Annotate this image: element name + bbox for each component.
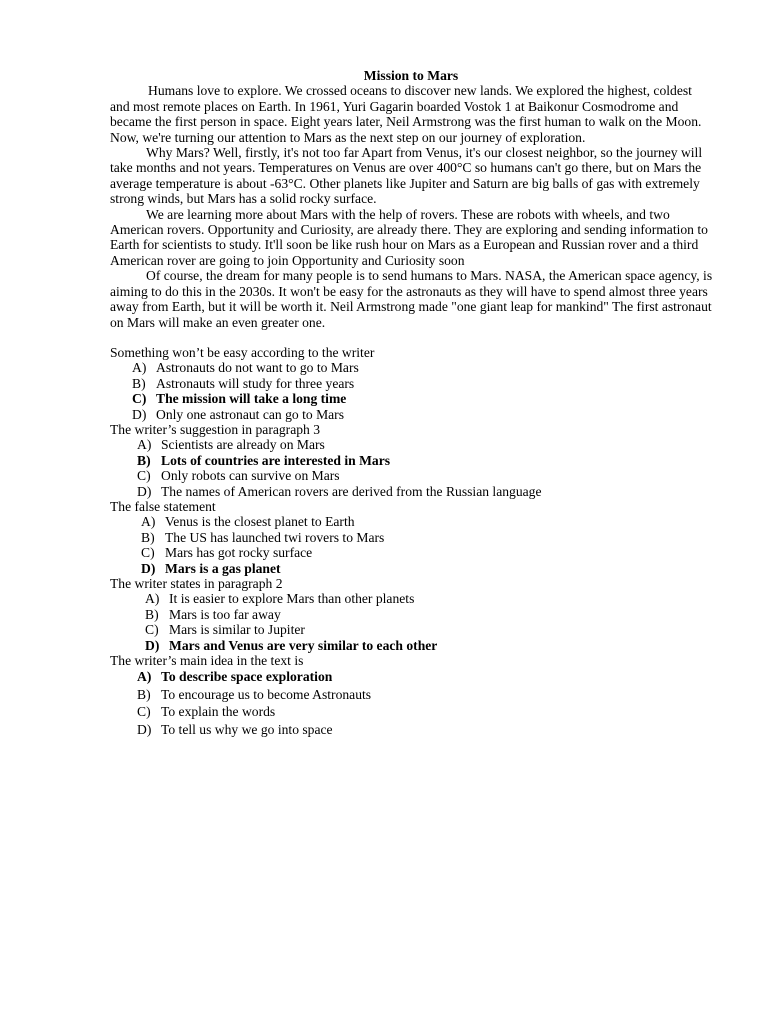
option-a[interactable] [110,591,728,606]
option-d-answer[interactable] [110,638,728,653]
option-text: To describe space exploration [161,669,333,685]
option-letter: D) [132,406,147,422]
option-c[interactable] [110,468,728,483]
option-text: The US has launched twi rovers to Mars [165,529,385,545]
option-text: Mars has got rocky surface [165,545,313,561]
question-prompt: Something won’t be easy according to the writer [110,344,375,360]
option-d[interactable] [110,407,728,422]
option-text: Mars and Venus are very similar to each other [169,637,438,653]
option-letter: B) [137,452,151,468]
option-letter: D) [137,721,152,737]
option-a[interactable] [110,514,728,529]
option-text: To encourage us to become Astronauts [161,686,372,702]
option-text: It is easier to explore Mars than other planets [169,591,415,607]
option-letter: D) [141,560,156,576]
option-d[interactable] [110,484,728,499]
option-text: Venus is the closest planet to Earth [165,514,355,530]
option-text: Scientists are already on Mars [161,437,325,453]
option-list [110,437,728,499]
document-title: Mission to Mars [363,68,459,83]
option-letter: C) [145,622,159,638]
option-c[interactable] [110,545,728,560]
option-text: Only one astronaut can go to Mars [156,406,345,422]
option-text: Mars is a gas planet [165,560,281,576]
option-text: To tell us why we go into space [161,721,333,737]
option-d-answer[interactable] [110,561,728,576]
option-letter: C) [141,545,155,561]
option-list [110,360,728,422]
option-text: Mars is too far away [169,606,281,622]
option-a-answer[interactable] [110,668,728,685]
option-letter: B) [145,606,159,622]
option-letter: C) [137,704,151,720]
question-prompt: The writer states in paragraph 2 [110,576,283,591]
option-c[interactable] [110,703,728,720]
option-b[interactable] [110,607,728,622]
option-text: Astronauts do not want to go to Mars [156,360,359,376]
option-letter: B) [137,686,151,702]
paragraph-3: We are learning more about Mars with the help of rovers. These are robots with wheels, and two American rovers. Opportunity and Curiosity, are already there. They are exploring and sending information to Earth for scientists to study. It'll soon be like rush hour on Mars as a European and Russian rover and a third American rover are going to join Opportunity and Curiosity soon [110,206,708,268]
question-5 [110,653,728,738]
option-list [110,514,728,576]
question-1 [110,345,728,422]
option-b[interactable] [110,686,728,703]
option-list [110,591,728,653]
option-text: The mission will take a long time [156,391,347,407]
question-3 [110,499,728,576]
option-text: Mars is similar to Jupiter [169,622,305,638]
option-letter: D) [137,483,152,499]
paragraph-4: Of course, the dream for many people is to send humans to Mars. NASA, the American space agency, is aiming to do this in the 2030s. It won't be easy for the astronauts as they will have to spend almost three years away from Earth, but it will be worth it. Neil Armstrong made "one giant leap for mankind" The first astronaut on Mars will make an even greater one. [110,268,713,330]
option-b[interactable] [110,376,728,391]
option-letter: A) [141,514,156,530]
option-c-answer[interactable] [110,391,728,406]
paragraph-1: Humans love to explore. We crossed oceans to discover new lands. We explored the highest, coldest and most remote places on Earth. In 1961, Yuri Gagarin boarded Vostok 1 at Baikonur Cosmodrome and became the first person in space. Eight years later, Neil Armstrong was the first human to walk on the Moon. Now, we're turning our attention to Mars as the next step on our journey of exploration. [110,83,702,145]
option-letter: A) [132,360,147,376]
option-letter: B) [141,529,155,545]
option-letter: C) [132,391,147,407]
option-letter: D) [145,637,160,653]
question-prompt: The false statement [110,498,216,514]
option-letter: A) [145,591,160,607]
question-2 [110,422,728,499]
question-prompt: The writer’s suggestion in paragraph 3 [110,421,321,437]
question-4 [110,576,728,653]
option-letter: C) [137,468,151,484]
option-c[interactable] [110,622,728,637]
option-letter: B) [132,375,146,391]
option-letter: A) [137,437,152,453]
section-spacer [110,330,728,345]
option-text: Astronauts will study for three years [156,375,355,391]
option-d[interactable] [110,721,728,738]
option-text: The names of American rovers are derived from the Russian language [161,483,542,499]
option-letter: A) [137,669,152,685]
option-text: To explain the words [161,704,276,720]
option-text: Only robots can survive on Mars [161,468,340,484]
option-a[interactable] [110,360,728,375]
paragraph-2: Why Mars? Well, firstly, it's not too far Apart from Venus, it's our closest neighbor, so the journey will take months and not years. Temperatures on Venus are over 400°C so humans can't go there, but on Mars the average temperature is about -63°C. Other planets like Jupiter and Saturn are big balls of gas with extremely strong winds, but Mars has a solid rocky surface. [110,145,703,207]
option-b-answer[interactable] [110,453,728,468]
option-b[interactable] [110,530,728,545]
option-a[interactable] [110,437,728,452]
option-list [110,668,728,738]
question-prompt: The writer’s main idea in the text is [110,653,304,669]
option-text: Lots of countries are interested in Mars [161,452,391,468]
